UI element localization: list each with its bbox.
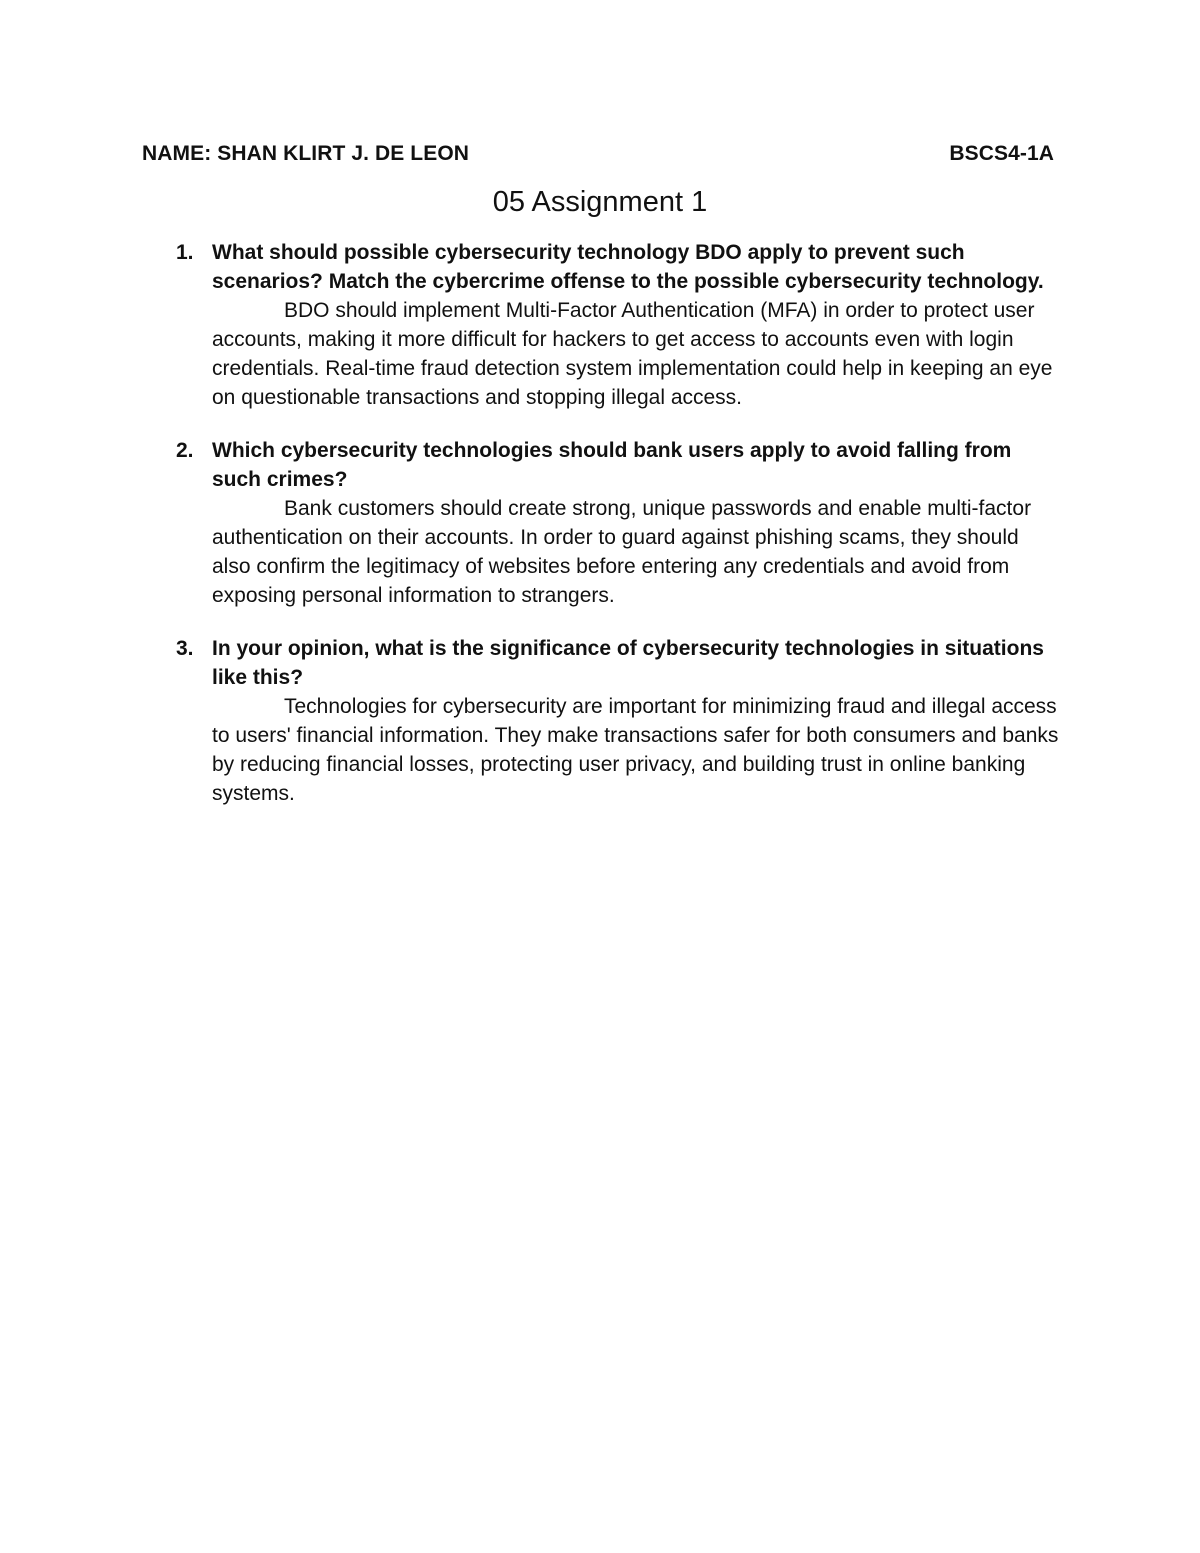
question-text: Which cybersecurity technologies should bank users apply to avoid falling from such crimes? xyxy=(212,439,1012,491)
student-section: BSCS4-1A xyxy=(949,142,1054,165)
student-name: NAME: SHAN KLIRT J. DE LEON xyxy=(142,142,470,165)
answer-text: Bank customers should create strong, unique passwords and enable multi-factor authentication on their accounts. In order to guard against phishing scams, they should also confirm the legitimacy of websites before entering any credentials and avoid from exposing personal information to strangers. xyxy=(212,497,1032,607)
header-row xyxy=(142,142,1054,166)
question-item-3 xyxy=(142,634,1062,808)
question-text: In your opinion, what is the significance of cybersecurity technologies in situations like this? xyxy=(212,637,1044,689)
question-number: 2. xyxy=(176,439,194,462)
question-list xyxy=(142,238,1062,832)
question-item-1 xyxy=(142,238,1062,412)
question-text: What should possible cybersecurity technology BDO apply to prevent such scenarios? Match the cybercrime offense to the possible cybersecurity technology. xyxy=(212,241,1044,293)
page-title: 05 Assignment 1 xyxy=(492,186,708,218)
question-number: 1. xyxy=(176,241,194,264)
question-item-2 xyxy=(142,436,1062,610)
question-number: 3. xyxy=(176,637,194,660)
answer-text: Technologies for cybersecurity are important for minimizing fraud and illegal access to users' financial information. They make transactions safer for both consumers and banks by reducing financial losses, protecting user privacy, and building trust in online banking systems. xyxy=(212,695,1059,805)
answer-text: BDO should implement Multi-Factor Authentication (MFA) in order to protect user accounts, making it more difficult for hackers to get access to accounts even with login credentials. Real-time fraud detection system implementation could help in keeping an eye on questionable transactions and stopping illegal access. xyxy=(212,299,1053,409)
